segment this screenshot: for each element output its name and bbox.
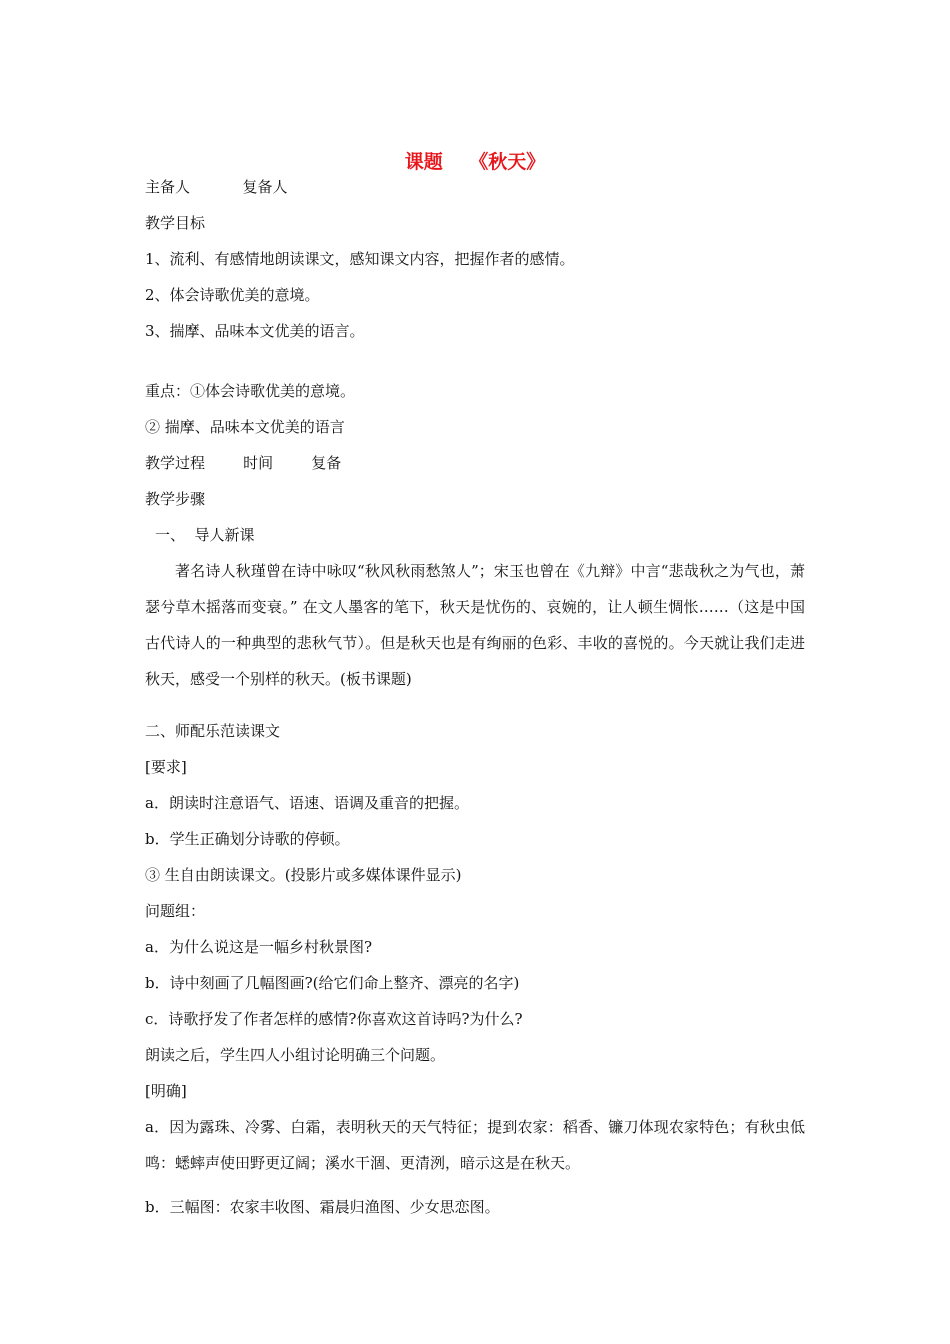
requirement-item: ③ 生自由朗读课文。(投影片或多媒体课件显示) [145,866,462,884]
answer-b-line: b．三幅图：农家丰收图、霜晨归渔图、少女思恋图。 [145,1198,500,1216]
objective-item: 3、揣摩、品味本文优美的语言。 [145,322,365,340]
requirement-item: a．朗读时注意语气、语速、语调及重音的把握。 [145,794,469,812]
key-point-item: ② 揣摩、品味本文优美的语言 [145,418,345,436]
requirement-item: b．学生正确划分诗歌的停顿。 [145,830,350,848]
objective-item: 1、流利、有感情地朗读课文，感知课文内容，把握作者的感情。 [145,250,575,268]
section1-paragraph: 著名诗人秋瑾曾在诗中咏叹“秋风秋雨愁煞人”；宋玉也曾在《九辩》中言“悲哉秋之为气也，萧瑟兮草木摇落而变衰。” 在文人墨客的笔下，秋天是忧伤的、哀婉的，让人顿生惆怅……（这是中国古代诗人的一种典型的悲秋气节）。但是秋天也是有绚丽的色彩、丰收的喜悦的。今天就让我们走进秋天，感受一个别样的秋天。(板书课题) [145,562,805,688]
process-line: 教学过程 时间 复备 [145,454,342,472]
key-point-item: 重点：①体会诗歌优美的意境。 [145,382,356,400]
page-title: 课题 《秋天》 [404,151,546,173]
section2-heading: 二、师配乐范读课文 [145,722,281,740]
clarify-label: [明确] [145,1082,187,1100]
objectives-heading: 教学目标 [145,214,206,232]
requirements-label: [要求] [145,758,187,776]
section1-heading: 一、 导人新课 [155,526,255,544]
question-item: c．诗歌抒发了作者怎样的感情?你喜欢这首诗吗?为什么? [145,1010,523,1028]
answer-a-paragraph: a．因为露珠、冷雾、白霜，表明秋天的天气特征；提到农家：稻香、镰刀体现农家特色；有秋虫低鸣：蟋蟀声使田野更辽阔；溪水干涸、更清洌，暗示这是在秋天。 [145,1118,805,1172]
objective-item: 2、体会诗歌优美的意境。 [145,286,320,304]
steps-heading: 教学步骤 [145,490,206,508]
question-item: a．为什么说这是一幅乡村秋景图? [145,938,372,956]
preparers-line: 主备人 复备人 [145,178,288,196]
question-item: b．诗中刻画了几幅图画?(给它们命上整齐、漂亮的名字) [145,974,520,992]
questions-label: 问题组： [145,902,206,920]
discussion-line: 朗读之后，学生四人小组讨论明确三个问题。 [145,1046,446,1064]
